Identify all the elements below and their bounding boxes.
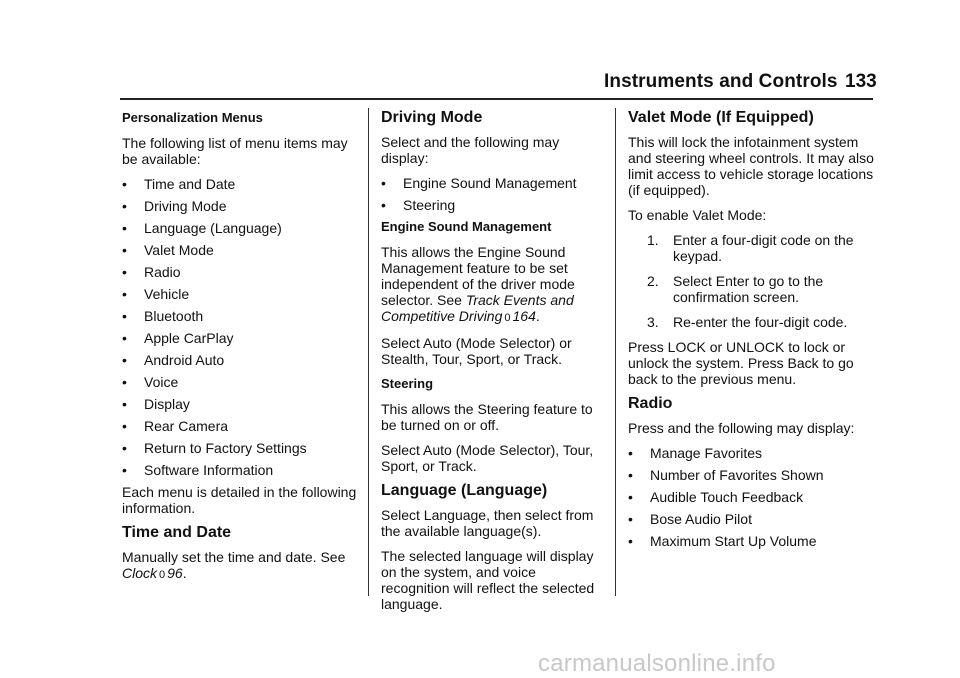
engine-sound-body: This allows the Engine Sound Management feature to be set independent of the driver mode selector. See (381, 244, 575, 308)
radio-item (628, 511, 878, 527)
menu-item-label: Return to Factory Settings (144, 440, 307, 456)
language-text-2: The selected language will display on the system, and voice recognition will reflect the selected language. (381, 548, 595, 612)
language-text-1: Select Language, then select from the available language(s). (381, 507, 594, 539)
menu-item (122, 374, 358, 390)
track-events-reference-label: Track Events and Competitive Driving (381, 292, 574, 324)
bullet-icon: • (122, 396, 127, 412)
engine-sound-text (381, 244, 605, 326)
menu-item-label: Software Information (144, 462, 274, 478)
bullet-icon: • (122, 286, 127, 302)
clock-reference-link[interactable] (122, 565, 183, 581)
menu-item (122, 418, 358, 434)
menu-item (122, 396, 358, 412)
menu-item-label: Radio (144, 264, 181, 280)
radio-item (628, 467, 878, 483)
page-number: 133 (845, 71, 877, 92)
menu-item-label: Display (144, 396, 190, 412)
menu-item-label: Bluetooth (144, 308, 204, 324)
bullet-icon: • (628, 445, 633, 461)
menu-intro: The following list of menu items may be available: (122, 135, 348, 167)
column-divider-1 (368, 108, 369, 596)
radio-item (628, 533, 878, 549)
valet-step-number: 2. (647, 273, 659, 289)
menu-item (122, 462, 358, 478)
bullet-icon: • (628, 489, 633, 505)
bullet-icon: • (122, 352, 127, 368)
valet-mode-heading: Valet Mode (If Equipped) (628, 109, 814, 126)
watermark: carmanualsonline.info (538, 650, 776, 677)
header-rule (120, 98, 873, 100)
valet-step (628, 314, 878, 330)
personalization-menus-subhead: Personalization Menus (122, 110, 263, 125)
radio-item-label: Number of Favorites Shown (650, 467, 824, 483)
menu-item-label: Vehicle (144, 286, 190, 302)
menu-items-list (122, 176, 358, 478)
valet-steps-list (628, 232, 878, 330)
radio-item-label: Bose Audio Pilot (650, 511, 752, 527)
steering-text: This allows the Steering feature to be turned on or off. (381, 401, 593, 433)
menu-item (122, 242, 358, 258)
bullet-icon: • (122, 330, 127, 346)
column-2 (381, 110, 605, 621)
menu-item-label: Rear Camera (144, 418, 229, 434)
menu-item (122, 176, 358, 192)
valet-step-number: 3. (647, 314, 659, 330)
bullet-icon: • (381, 197, 386, 213)
menu-item (122, 330, 358, 346)
radio-intro: Press and the following may display: (628, 420, 855, 436)
menu-item (122, 220, 358, 236)
driving-mode-item (381, 197, 605, 213)
sentence-end: . (535, 308, 540, 324)
valet-step (628, 232, 878, 264)
bullet-icon: • (122, 264, 127, 280)
bullet-icon: • (381, 175, 386, 191)
clock-reference-page: 96 (167, 565, 183, 581)
bullet-icon: • (122, 198, 127, 214)
radio-item-label: Maximum Start Up Volume (650, 533, 817, 549)
radio-item-label: Audible Touch Feedback (650, 489, 804, 505)
bullet-icon: • (122, 440, 127, 456)
valet-enable-text: To enable Valet Mode: (628, 207, 767, 223)
bullet-icon: • (122, 220, 127, 236)
menu-outro: Each menu is detailed in the following information. (122, 484, 357, 516)
radio-heading: Radio (628, 395, 673, 412)
radio-item (628, 489, 878, 505)
radio-items-list (628, 445, 878, 549)
bullet-icon: • (122, 418, 127, 434)
steering-subhead: Steering (381, 376, 434, 391)
menu-item (122, 198, 358, 214)
steering-select: Select Auto (Mode Selector), Tour, Sport, or Track. (381, 442, 594, 474)
section-title: Instruments and Controls (604, 71, 838, 92)
time-date-text (122, 549, 358, 583)
menu-item-label: Voice (144, 374, 179, 390)
bullet-icon: • (628, 511, 633, 527)
valet-step-number: 1. (647, 232, 659, 248)
column-divider-2 (615, 108, 616, 596)
valet-step-text: Re-enter the four-digit code. (673, 314, 848, 330)
menu-item-label: Valet Mode (144, 242, 214, 258)
menu-item (122, 440, 358, 456)
radio-item-label: Manage Favorites (650, 445, 763, 461)
bullet-icon: • (122, 308, 127, 324)
menu-item (122, 286, 358, 302)
bullet-icon: • (628, 467, 633, 483)
page-reference-icon: 0 (504, 312, 511, 324)
engine-sound-select: Select Auto (Mode Selector) or Stealth, Tour, Sport, or Track. (381, 335, 572, 367)
clock-reference-label: Clock (122, 565, 158, 581)
driving-mode-item-label: Steering (403, 197, 456, 213)
bullet-icon: • (122, 374, 127, 390)
menu-item (122, 352, 358, 368)
driving-mode-item-label: Engine Sound Management (403, 175, 577, 191)
menu-item-label: Language (Language) (144, 220, 282, 236)
bullet-icon: • (628, 533, 633, 549)
valet-mode-text: This will lock the infotainment system and steering wheel controls. It may also limit access to vehicle storage locations (if equipped). (628, 134, 874, 198)
driving-mode-intro: Select and the following may display: (381, 134, 560, 166)
menu-item-label: Driving Mode (144, 198, 227, 214)
language-heading: Language (Language) (381, 482, 548, 499)
page-reference-icon: 0 (159, 569, 166, 581)
menu-item (122, 264, 358, 280)
menu-item-label: Apple CarPlay (144, 330, 234, 346)
bullet-icon: • (122, 176, 127, 192)
sentence-end: . (182, 565, 187, 581)
bullet-icon: • (122, 462, 127, 478)
time-date-heading: Time and Date (122, 524, 232, 541)
track-events-reference-page: 164 (512, 308, 536, 324)
valet-press-text: Press LOCK or UNLOCK to lock or unlock the system. Press Back to go back to the previous menu. (628, 339, 854, 387)
valet-step-text: Select Enter to go to the confirmation screen. (673, 273, 824, 305)
valet-step-text: Enter a four-digit code on the keypad. (673, 232, 854, 264)
menu-item-label: Time and Date (144, 176, 236, 192)
driving-mode-heading: Driving Mode (381, 109, 483, 126)
menu-item (122, 308, 358, 324)
radio-item (628, 445, 878, 461)
column-3 (628, 110, 878, 555)
time-date-body: Manually set the time and date. See (122, 549, 346, 565)
driving-mode-list (381, 175, 605, 213)
bullet-icon: • (122, 242, 127, 258)
driving-mode-item (381, 175, 605, 191)
column-1 (122, 110, 358, 592)
engine-sound-subhead: Engine Sound Management (381, 219, 552, 234)
menu-item-label: Android Auto (144, 352, 225, 368)
valet-step (628, 273, 878, 305)
